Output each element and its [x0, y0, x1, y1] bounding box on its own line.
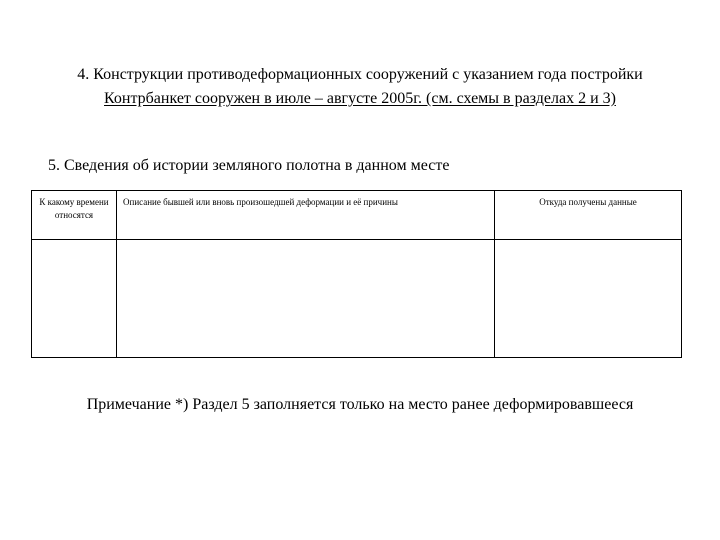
section4-text-line [0, 90, 720, 108]
header-description: Описание бывшей или вновь произошедшей деформации и её причины [117, 191, 495, 240]
note: Примечание *) Раздел 5 заполняется только на место ранее деформировавшееся [86, 396, 634, 413]
table-header-row [32, 191, 682, 240]
cell-description [117, 240, 495, 358]
header-source: Откуда получены данные [495, 191, 682, 240]
section4-heading: 4. Конструкции противодеформационных сооружений с указанием года постройки [77, 66, 643, 83]
table-row [32, 240, 682, 358]
cell-source [495, 240, 682, 358]
header-time: К какому времени относятся [32, 191, 117, 240]
section5-heading: 5. Сведения об истории земляного полотна в данном месте [48, 157, 450, 174]
history-table [31, 190, 682, 358]
cell-time [32, 240, 117, 358]
section4-text: Контрбанкет сооружен в июле – августе 2005г. (см. схемы в разделах 2 и 3) [104, 90, 616, 107]
